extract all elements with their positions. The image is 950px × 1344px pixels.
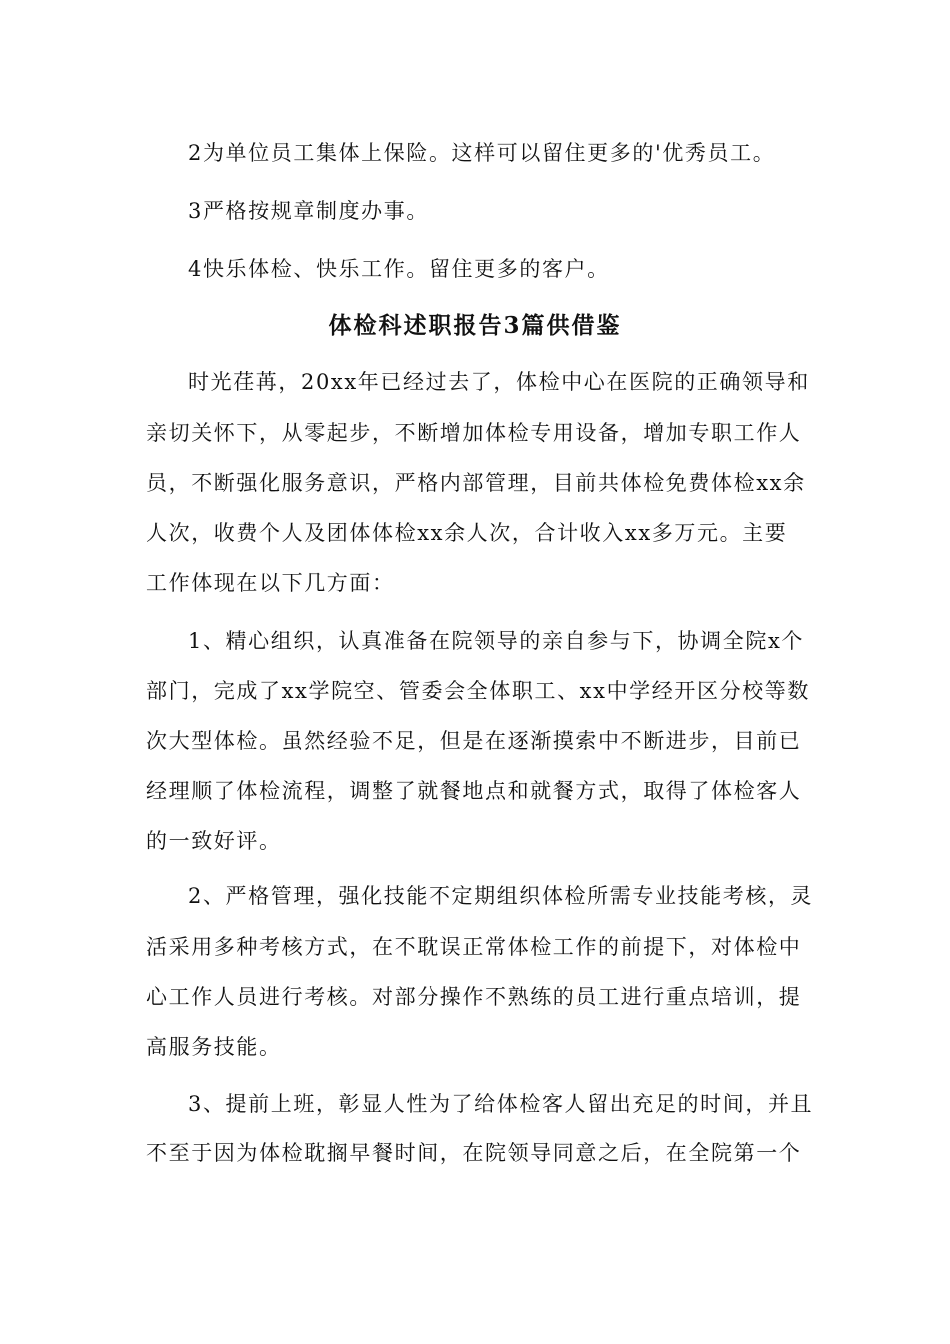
paragraph-line: 部门，完成了xx学院空、管委会全体职工、xx中学经开区分校等数 [146, 679, 810, 703]
paragraph-line: 1、精心组织，认真准备在院领导的亲自参与下，协调全院x个 [188, 629, 805, 653]
paragraph-line: 高服务技能。 [146, 1035, 282, 1059]
paragraph-line: 次大型体检。虽然经验不足，但是在逐渐摸索中不断进步，目前已 [146, 729, 802, 753]
paragraph-line: 人次，收费个人及团体体检xx余人次，合计收入xx多万元。主要 [146, 521, 788, 545]
paragraph-line: 3、提前上班，彰显人性为了给体检客人留出充足的时间，并且 [188, 1092, 814, 1116]
paragraph-line: 心工作人员进行考核。对部分操作不熟练的员工进行重点培训，提 [146, 985, 802, 1009]
intro-item: 3严格按规章制度办事。 [188, 199, 429, 223]
paragraph-line: 员，不断强化服务意识，严格内部管理，目前共体检免费体检xx余 [146, 471, 806, 495]
intro-item: 2为单位员工集体上保险。这样可以留住更多的'优秀员工。 [188, 141, 776, 165]
paragraph-line: 不至于因为体检耽搁早餐时间，在院领导同意之后，在全院第一个 [146, 1141, 802, 1165]
paragraph-line: 亲切关怀下，从零起步，不断增加体检专用设备，增加专职工作人 [146, 421, 802, 445]
paragraph-line: 2、严格管理，强化技能不定期组织体检所需专业技能考核，灵 [188, 884, 814, 908]
paragraph-line: 的一致好评。 [146, 829, 282, 853]
paragraph-line: 活采用多种考核方式，在不耽误正常体检工作的前提下，对体检中 [146, 935, 802, 959]
document-title: 体检科述职报告3篇供借鉴 [328, 312, 622, 339]
paragraph-line: 工作体现在以下几方面： [146, 571, 395, 595]
paragraph-line: 经理顺了体检流程，调整了就餐地点和就餐方式，取得了体检客人 [146, 779, 802, 803]
intro-item: 4快乐体检、快乐工作。留住更多的客户。 [188, 257, 610, 281]
paragraph-line: 时光荏苒，20xx年已经过去了，体检中心在医院的正确领导和 [188, 370, 810, 394]
